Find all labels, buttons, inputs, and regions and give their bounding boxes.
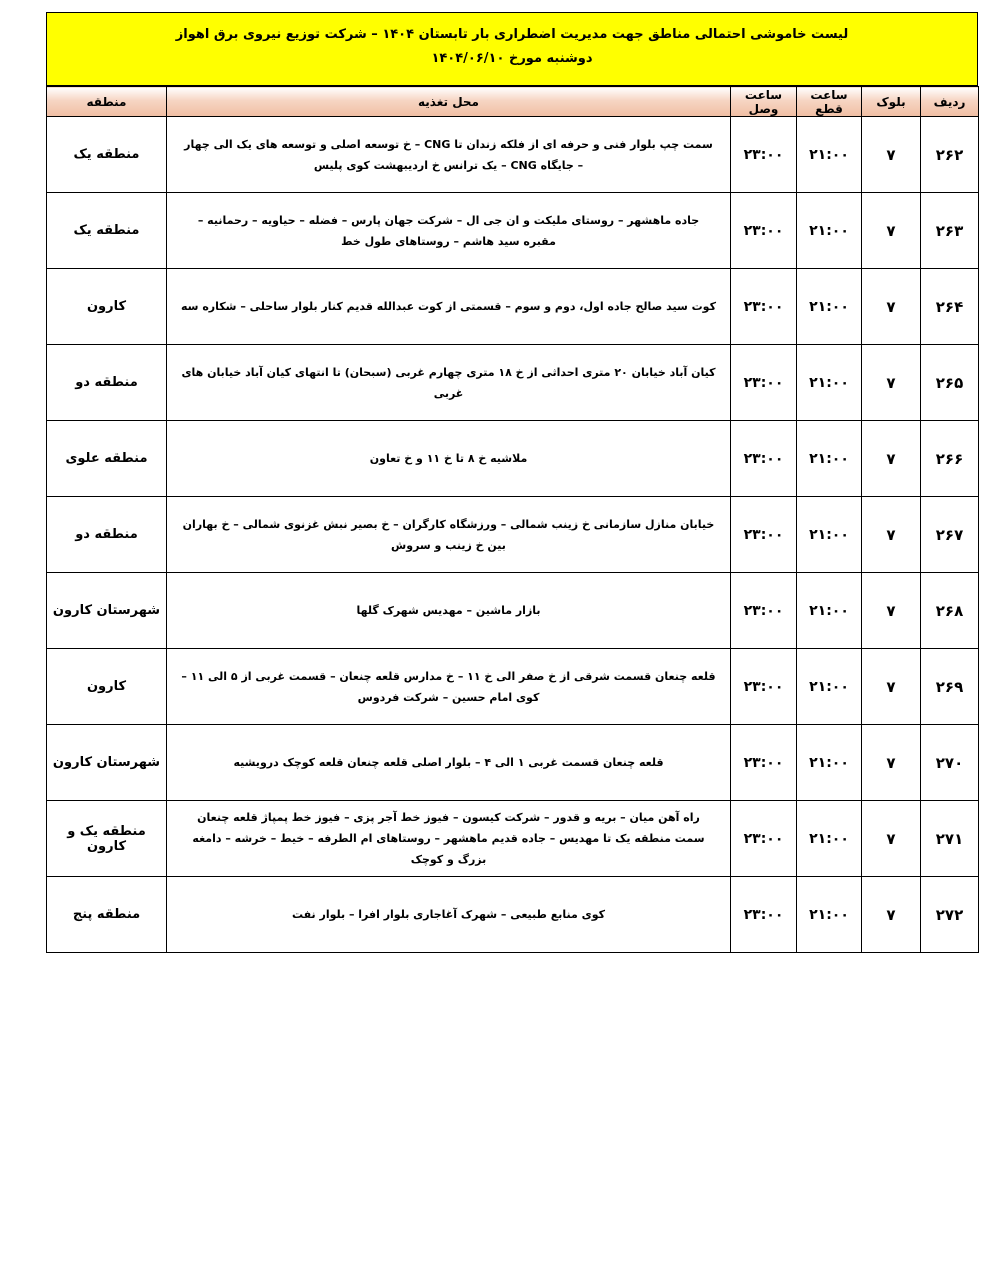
cell-connect-time: ۲۳:۰۰ (731, 801, 797, 877)
cell-row-no: ۲۶۷ (921, 497, 979, 573)
cell-feed-location: کوی منابع طبیعی – شهرک آغاجاری بلوار افرا – بلوار نفت (167, 877, 731, 953)
col-header-region: منطقه (47, 87, 167, 117)
table-row (47, 725, 979, 801)
cell-region: شهرستان کارون (47, 573, 167, 649)
cell-row-no: ۲۷۱ (921, 801, 979, 877)
cell-connect-time: ۲۳:۰۰ (731, 725, 797, 801)
cell-connect-time: ۲۳:۰۰ (731, 573, 797, 649)
table-row (47, 801, 979, 877)
cell-cut-time: ۲۱:۰۰ (797, 421, 862, 497)
cell-row-no: ۲۶۵ (921, 345, 979, 421)
cell-block: ۷ (862, 649, 921, 725)
cell-cut-time: ۲۱:۰۰ (797, 193, 862, 269)
cell-region: منطقه یک (47, 193, 167, 269)
table-row (47, 269, 979, 345)
cell-row-no: ۲۶۹ (921, 649, 979, 725)
cell-region: کارون (47, 269, 167, 345)
cell-connect-time: ۲۳:۰۰ (731, 345, 797, 421)
col-header-feed-location: محل تغذیه (167, 87, 731, 117)
cell-feed-location: سمت چپ بلوار فنی و حرفه ای از فلکه زندان تا CNG – خ توسعه اصلی و توسعه های یک الی چهار – جایگاه CNG – یک ترانس خ اردیبهشت کوی پلیس (167, 117, 731, 193)
col-header-block: بلوک (862, 87, 921, 117)
cell-connect-time: ۲۳:۰۰ (731, 193, 797, 269)
table-row (47, 649, 979, 725)
cell-cut-time: ۲۱:۰۰ (797, 573, 862, 649)
cell-cut-time: ۲۱:۰۰ (797, 649, 862, 725)
cell-cut-time: ۲۱:۰۰ (797, 801, 862, 877)
cell-feed-location: خیابان منازل سازمانی خ زینب شمالی – ورزشگاه کارگران – خ بصیر نبش غزنوی شمالی – خ بهاران بین خ زینب و سروش (167, 497, 731, 573)
table-row (47, 877, 979, 953)
table-row (47, 421, 979, 497)
cell-row-no: ۲۶۸ (921, 573, 979, 649)
outage-sheet (46, 12, 978, 953)
cell-block: ۷ (862, 269, 921, 345)
col-header-cut-time: ساعت قطع (797, 87, 862, 117)
cell-row-no: ۲۷۲ (921, 877, 979, 953)
cell-cut-time: ۲۱:۰۰ (797, 269, 862, 345)
col-header-row-no: ردیف (921, 87, 979, 117)
cell-connect-time: ۲۳:۰۰ (731, 649, 797, 725)
cell-feed-location: قلعه چنعان قسمت شرقی از خ صفر الی خ ۱۱ – خ مدارس قلعه چنعان – قسمت غربی از ۵ الی ۱۱ – کوی امام حسین – شرکت فردوس (167, 649, 731, 725)
cell-region: منطقه یک (47, 117, 167, 193)
cell-cut-time: ۲۱:۰۰ (797, 345, 862, 421)
sheet-title: لیست خاموشی احتمالی مناطق جهت مدیریت اضطراری بار تابستان ۱۴۰۴ – شرکت توزیع نیروی برق اهواز (175, 27, 849, 42)
cell-cut-time: ۲۱:۰۰ (797, 117, 862, 193)
cell-connect-time: ۲۳:۰۰ (731, 421, 797, 497)
cell-block: ۷ (862, 573, 921, 649)
table-row (47, 193, 979, 269)
cell-feed-location: کیان آباد خیابان ۲۰ متری احداثی از خ ۱۸ متری چهارم غربی (سبحان) تا انتهای کیان آباد خیابان های غربی (167, 345, 731, 421)
cell-row-no: ۲۶۳ (921, 193, 979, 269)
cell-region: منطقه دو (47, 345, 167, 421)
cell-region: کارون (47, 649, 167, 725)
cell-region: منطقه دو (47, 497, 167, 573)
cell-feed-location: ملاشیه خ ۸ تا خ ۱۱ و خ تعاون (167, 421, 731, 497)
cell-region: منطقه یک و کارون (47, 801, 167, 877)
cell-row-no: ۲۷۰ (921, 725, 979, 801)
table-row (47, 117, 979, 193)
cell-connect-time: ۲۳:۰۰ (731, 117, 797, 193)
cell-feed-location: کوت سید صالح جاده اول، دوم و سوم – قسمتی از کوت عبدالله قدیم کنار بلوار ساحلی – شکاره سه (167, 269, 731, 345)
cell-cut-time: ۲۱:۰۰ (797, 725, 862, 801)
cell-connect-time: ۲۳:۰۰ (731, 269, 797, 345)
table-row (47, 345, 979, 421)
table-row (47, 573, 979, 649)
outage-table (46, 86, 979, 953)
cell-feed-location: راه آهن میان – بریه و قدور – شرکت کیسون – فیوز خط آجر پزی – فیوز خط پمپاژ قلعه چنعان سمت منطقه یک تا مهدیس – جاده قدیم ماهشهر – روستاهای ام الطرفه – خیط – خرشه – دامغه بزرگ و کوچک (167, 801, 731, 877)
sheet-header (46, 12, 978, 86)
cell-region: منطقه علوی (47, 421, 167, 497)
col-header-connect-time: ساعت وصل (731, 87, 797, 117)
cell-feed-location: بازار ماشین – مهدیس شهرک گلها (167, 573, 731, 649)
cell-block: ۷ (862, 193, 921, 269)
cell-connect-time: ۲۳:۰۰ (731, 497, 797, 573)
cell-block: ۷ (862, 421, 921, 497)
cell-region: منطقه پنج (47, 877, 167, 953)
table-header-row (47, 87, 979, 117)
cell-block: ۷ (862, 725, 921, 801)
cell-block: ۷ (862, 497, 921, 573)
cell-row-no: ۲۶۲ (921, 117, 979, 193)
cell-connect-time: ۲۳:۰۰ (731, 877, 797, 953)
cell-cut-time: ۲۱:۰۰ (797, 877, 862, 953)
cell-block: ۷ (862, 117, 921, 193)
cell-block: ۷ (862, 801, 921, 877)
cell-block: ۷ (862, 345, 921, 421)
cell-feed-location: جاده ماهشهر – روستای ملیکت و ان جی ال – شرکت جهان پارس – فضله – حیاویه – رحمانیه – مقبره سید هاشم – روستاهای طول خط (167, 193, 731, 269)
cell-region: شهرستان کارون (47, 725, 167, 801)
cell-row-no: ۲۶۴ (921, 269, 979, 345)
cell-cut-time: ۲۱:۰۰ (797, 497, 862, 573)
cell-row-no: ۲۶۶ (921, 421, 979, 497)
cell-feed-location: قلعه چنعان قسمت غربی ۱ الی ۴ – بلوار اصلی قلعه چنعان قلعه کوچک درویشیه (167, 725, 731, 801)
table-row (47, 497, 979, 573)
cell-block: ۷ (862, 877, 921, 953)
sheet-date: دوشنبه مورخ ۱۴۰۴/۰۶/۱۰ (431, 51, 593, 66)
